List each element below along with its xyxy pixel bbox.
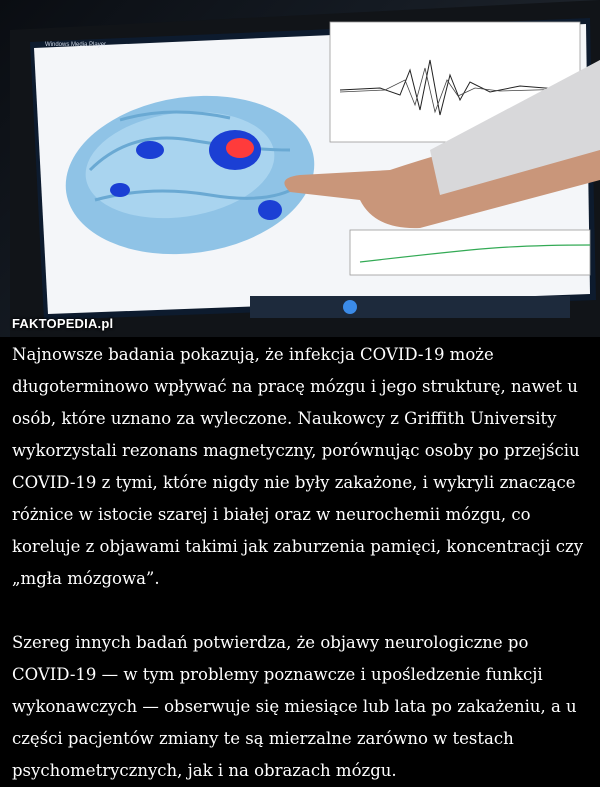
article-paragraph-1: Najnowsze badania pokazują, że infekcja COVID-19 może długoterminowo wpływać na pracę mózgu i jego strukturę, nawet u osób, które uznano za wyleczone. Naukowcy z Griffith University wykorzystali rezonans magnetyczny, porównując osoby po przejściu COVID-19 z tymi, które nigdy nie były zakażone, i wykryli znaczące różnice w istocie szarej i białej oraz w neurochemii mózgu, co koreluje z objawami takimi jak zaburzenia pamięci, koncentracji czy „mgła mózgowa”. <box>12 345 584 588</box>
article-body <box>12 339 594 787</box>
article-paragraph-2: Szereg innych badań potwierdza, że objawy neurologiczne po COVID-19 — w tym problemy poznawcze i upośledzenie funkcji wykonawczych — obserwuje się miesiące lub lata po zakażeniu, a u części pacjentów zmiany te są mierzalne zarówno w testach psychometrycznych, jak i na obrazach mózgu. <box>12 633 577 780</box>
watermark: FAKTOPEDIA.pl <box>12 316 114 331</box>
media-player-title: Windows Media Player <box>45 42 107 48</box>
hero-photo <box>0 0 600 337</box>
brain-scan-illustration <box>0 0 600 337</box>
